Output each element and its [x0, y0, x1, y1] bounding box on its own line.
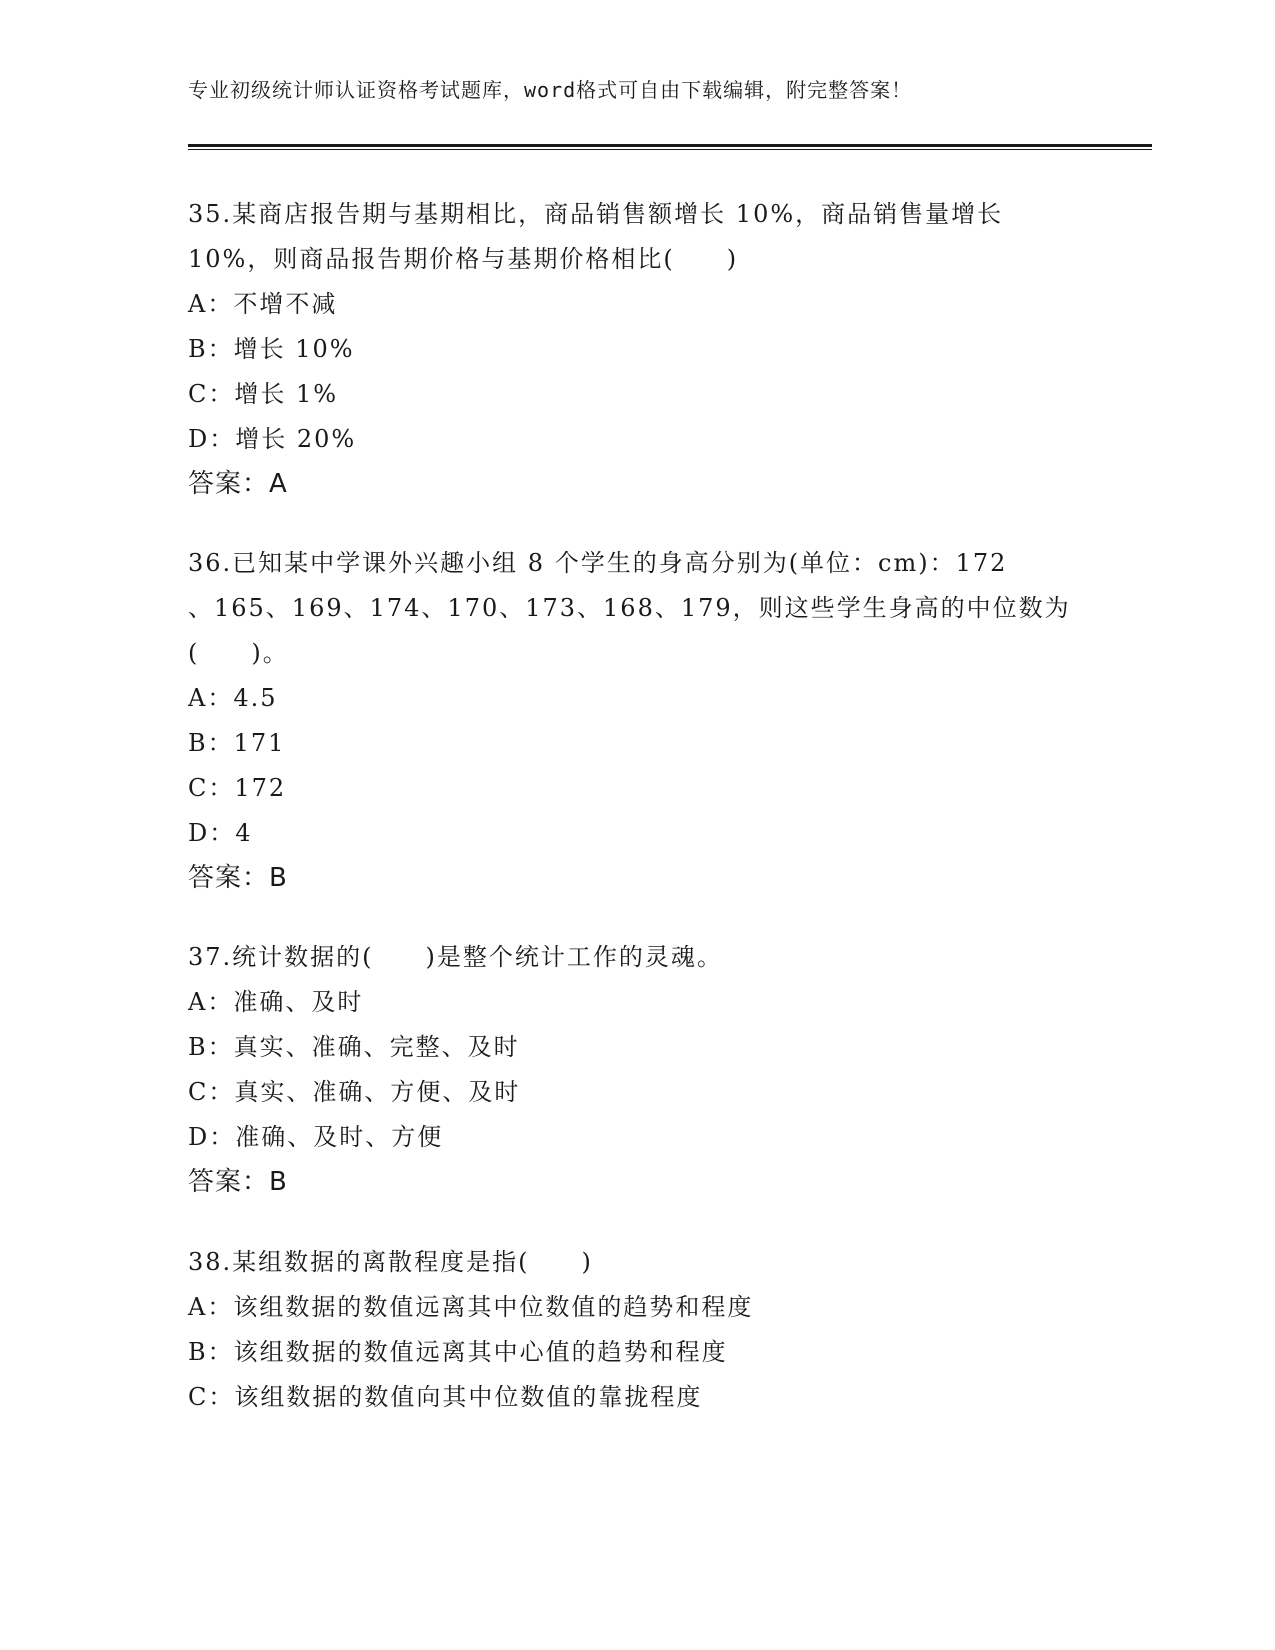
- question-38: [188, 1240, 1088, 1420]
- header-divider: [188, 144, 1152, 150]
- question-37: [188, 935, 1088, 1205]
- option-a: A：准确、及时: [188, 988, 364, 1016]
- question-36: [188, 541, 1088, 901]
- option-c: C：增长 1%: [188, 380, 339, 408]
- question-text-line: ( )。: [188, 639, 289, 667]
- option-b: B：真实、准确、完整、及时: [188, 1033, 520, 1061]
- option-c: C：真实、准确、方便、及时: [188, 1078, 521, 1106]
- question-35: [188, 192, 1088, 507]
- option-b: B：增长 10%: [188, 335, 355, 363]
- answer-line: 答案：B: [188, 863, 288, 893]
- question-text-line: 35.某商店报告期与基期相比，商品销售额增长 10%，商品销售量增长: [188, 200, 1004, 228]
- option-a: A：不增不减: [188, 290, 338, 318]
- option-d: D：增长 20%: [188, 425, 357, 453]
- question-text-line: 10%，则商品报告期价格与基期价格相比( ): [188, 245, 739, 273]
- question-text-line: 37.统计数据的( )是整个统计工作的灵魂。: [188, 943, 723, 971]
- answer-line: 答案：A: [188, 469, 288, 499]
- option-c: C：172: [188, 774, 287, 802]
- question-text-line: 36.已知某中学课外兴趣小组 8 个学生的身高分别为(单位：cm)：172: [188, 549, 1008, 577]
- question-text-line: 、165、169、174、170、173、168、179，则这些学生身高的中位数为: [188, 594, 1071, 622]
- option-b: B：该组数据的数值远离其中心值的趋势和程度: [188, 1338, 728, 1366]
- page-header: 专业初级统计师认证资格考试题库，word格式可自由下载编辑，附完整答案！: [188, 78, 913, 102]
- option-d: D：4: [188, 819, 253, 847]
- answer-line: 答案：B: [188, 1167, 288, 1197]
- option-d: D：准确、及时、方便: [188, 1123, 444, 1151]
- question-text-line: 38.某组数据的离散程度是指( ): [188, 1248, 593, 1276]
- option-a: A：4.5: [188, 684, 278, 712]
- option-a: A：该组数据的数值远离其中位数值的趋势和程度: [188, 1293, 754, 1321]
- option-b: B：171: [188, 729, 286, 757]
- option-c: C：该组数据的数值向其中位数值的靠拢程度: [188, 1383, 703, 1411]
